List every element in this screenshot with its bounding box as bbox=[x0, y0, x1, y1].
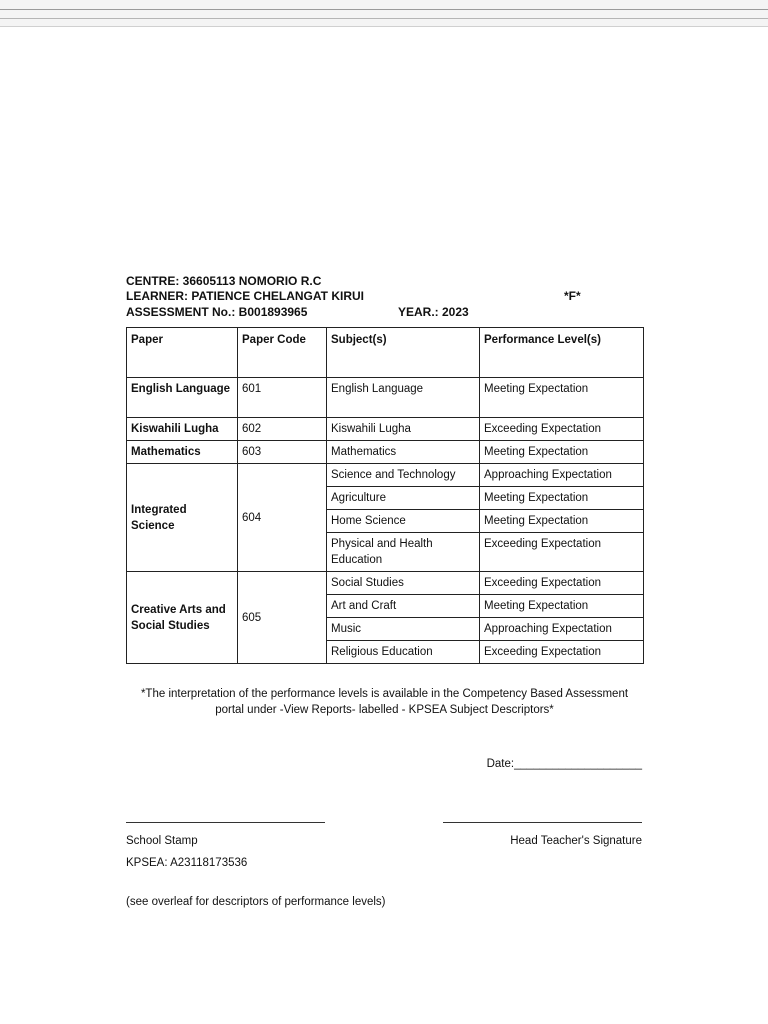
assessment-number: ASSESSMENT No.: B001893965 bbox=[126, 305, 308, 319]
column-header-performance-levels: Performance Level(s) bbox=[480, 328, 644, 378]
table-row bbox=[127, 418, 644, 441]
footer-note: (see overleaf for descriptors of performance levels) bbox=[126, 896, 386, 908]
column-header-paper-code: Paper Code bbox=[238, 328, 327, 378]
subject-name: Music bbox=[327, 618, 480, 641]
paper-name: Creative Arts and Social Studies bbox=[127, 572, 238, 664]
paper-name: Kiswahili Lugha bbox=[127, 418, 238, 441]
subject-name: Science and Technology bbox=[327, 464, 480, 487]
table-header-row bbox=[127, 328, 644, 378]
performance-level: Meeting Expectation bbox=[480, 510, 644, 533]
date-field: Date:____________________ bbox=[486, 758, 642, 770]
subject-name: Religious Education bbox=[327, 641, 480, 664]
learner-line: LEARNER: PATIENCE CHELANGAT KIRUI bbox=[126, 289, 364, 303]
gender-mark: *F* bbox=[564, 289, 581, 303]
subject-name: Physical and Health Education bbox=[327, 533, 480, 572]
paper-name: Mathematics bbox=[127, 441, 238, 464]
school-stamp-label: School Stamp bbox=[126, 835, 198, 847]
paper-name: English Language bbox=[127, 378, 238, 418]
performance-level: Meeting Expectation bbox=[480, 595, 644, 618]
performance-level: Approaching Expectation bbox=[480, 464, 644, 487]
subject-name: English Language bbox=[327, 378, 480, 418]
subject-name: Home Science bbox=[327, 510, 480, 533]
top-rule bbox=[0, 9, 768, 10]
subject-name: Art and Craft bbox=[327, 595, 480, 618]
table-row bbox=[127, 464, 644, 487]
year-label: YEAR.: 2023 bbox=[398, 305, 469, 319]
head-teacher-signature-label: Head Teacher's Signature bbox=[510, 835, 642, 847]
paper-code: 604 bbox=[238, 464, 327, 572]
subject-name: Mathematics bbox=[327, 441, 480, 464]
performance-level: Exceeding Expectation bbox=[480, 418, 644, 441]
subject-name: Agriculture bbox=[327, 487, 480, 510]
subject-name: Social Studies bbox=[327, 572, 480, 595]
performance-level: Meeting Expectation bbox=[480, 441, 644, 464]
signature-line bbox=[443, 822, 642, 823]
paper-code: 601 bbox=[238, 378, 327, 418]
performance-level: Meeting Expectation bbox=[480, 378, 644, 418]
subject-name: Kiswahili Lugha bbox=[327, 418, 480, 441]
performance-level: Approaching Expectation bbox=[480, 618, 644, 641]
performance-level: Exceeding Expectation bbox=[480, 533, 644, 572]
paper-code: 603 bbox=[238, 441, 327, 464]
top-rule bbox=[0, 18, 768, 19]
paper-code: 602 bbox=[238, 418, 327, 441]
column-header-subjects: Subject(s) bbox=[327, 328, 480, 378]
school-stamp-line bbox=[126, 822, 325, 823]
column-header-paper: Paper bbox=[127, 328, 238, 378]
table-row bbox=[127, 441, 644, 464]
table-row bbox=[127, 378, 644, 418]
table-row bbox=[127, 572, 644, 595]
results-table bbox=[126, 327, 644, 664]
performance-level: Exceeding Expectation bbox=[480, 641, 644, 664]
kpsea-number: KPSEA: A23118173536 bbox=[126, 857, 248, 869]
performance-level: Meeting Expectation bbox=[480, 487, 644, 510]
paper-code: 605 bbox=[238, 572, 327, 664]
paper-name: Integrated Science bbox=[127, 464, 238, 572]
interpretation-note: *The interpretation of the performance levels is available in the Competency Based Assessment portal under -View Reports- labelled - KPSEA Subject Descriptors* bbox=[140, 688, 629, 716]
centre-line: CENTRE: 36605113 NOMORIO R.C bbox=[126, 274, 322, 288]
performance-level: Exceeding Expectation bbox=[480, 572, 644, 595]
viewer-top-bar bbox=[0, 0, 768, 27]
